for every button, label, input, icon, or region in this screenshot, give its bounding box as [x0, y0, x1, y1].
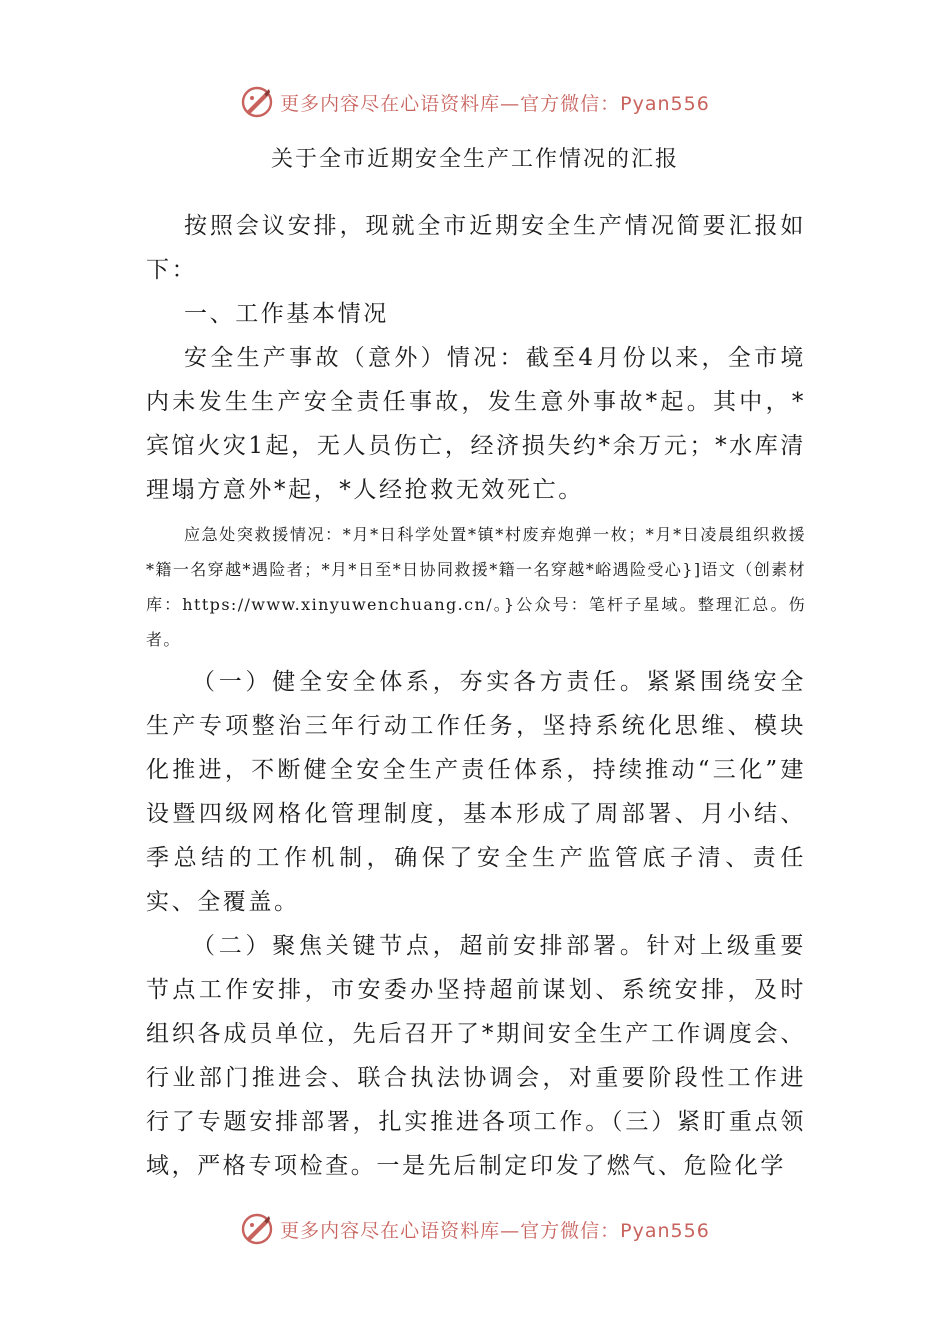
subsection-2-paragraph: （二）聚焦关键节点，超前安排部署。针对上级重要节点工作安排，市安委办坚持超前谋划、系统安排，及时组织各成员单位，先后召开了*期间安全生产工作调度会、行业部门推进会、联合执法协调会，对重要阶段性工作进行了专题安排部署，扎实推进各项工作。（三）紧盯重点领域，严格专项检查。一是先后制定印发了燃气、危险化学 — [146, 933, 806, 1179]
pen-logo-icon — [240, 85, 274, 119]
watermark-text: 更多内容尽在心语资料库—官方微信：Pyan556 — [280, 1219, 710, 1242]
watermark-banner-bottom — [0, 1207, 950, 1251]
watermark-text: 更多内容尽在心语资料库—官方微信：Pyan556 — [280, 92, 710, 115]
rescue-paragraph: 应急处突救援情况：*月*日科学处置*镇*村废弃炮弹一枚；*月*日凌晨组织救援*籍一名穿越*遇险者；*月*日至*日协同救援*籍一名穿越*峪遇险受心}]语文（创素材库：https://www.xinyuwenchuang.cn/。}公众号：笔杆子星域。整理汇总。伤者。 — [146, 525, 806, 649]
document-title: 关于全市近期安全生产工作情况的汇报 — [270, 147, 679, 172]
pen-logo-icon — [240, 1212, 274, 1246]
watermark-banner-top — [0, 80, 950, 124]
subsection-1-paragraph: （一）健全安全体系，夯实各方责任。紧紧围绕安全生产专项整治三年行动工作任务，坚持系统化思维、模块化推进，不断健全安全生产责任体系，持续推动“三化”建设暨四级网格化管理制度，基本形成了周部署、月小结、季总结的工作机制，确保了安全生产监管底子清、责任实、全覆盖。 — [146, 669, 806, 915]
accident-paragraph: 安全生产事故（意外）情况：截至4月份以来，全市境内未发生生产安全责任事故，发生意外事故*起。其中，*宾馆火灾1起，无人员伤亡，经济损失约*余万元；*水库清理塌方意外*起，*人经抢救无效死亡。 — [146, 345, 806, 503]
section-heading: 一、工作基本情况 — [184, 301, 389, 327]
document-body — [146, 204, 806, 1188]
intro-paragraph: 按照会议安排，现就全市近期安全生产情况简要汇报如下： — [146, 213, 806, 283]
